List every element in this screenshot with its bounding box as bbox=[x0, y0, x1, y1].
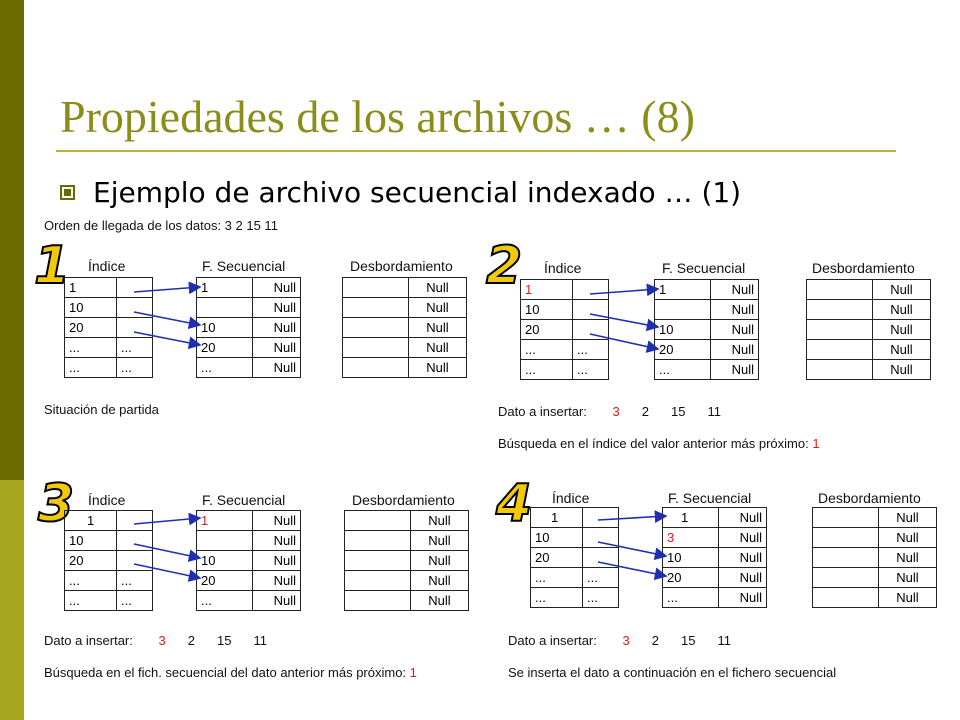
table-row: Null bbox=[813, 568, 937, 588]
table-row: 1 bbox=[521, 280, 609, 300]
q2-desb-header: Desbordamiento bbox=[812, 260, 915, 276]
q4-caption: Se inserta el dato a continuación en el fichero secuencial bbox=[508, 665, 837, 680]
q4-seq-table bbox=[662, 507, 767, 608]
table-row: Null bbox=[343, 278, 467, 298]
table-row: Null bbox=[813, 548, 937, 568]
table-row: ... Null bbox=[663, 588, 767, 608]
bullet-item bbox=[60, 176, 741, 209]
table-row: Null bbox=[197, 298, 301, 318]
table-row: ... ... bbox=[521, 340, 609, 360]
table-row: ... ... bbox=[65, 338, 153, 358]
square-bullet-icon bbox=[60, 185, 75, 200]
q3-desb-header: Desbordamiento bbox=[352, 492, 455, 508]
table-row: 10 Null bbox=[663, 548, 767, 568]
table-row: 20 Null bbox=[197, 338, 301, 358]
table-row: ... Null bbox=[197, 358, 301, 378]
q3-secuencial-header: F. Secuencial bbox=[202, 492, 286, 508]
table-row: ... ... bbox=[65, 571, 153, 591]
table-row: Null bbox=[345, 531, 469, 551]
table-row: 20 bbox=[65, 551, 153, 571]
table-row: Null bbox=[655, 300, 759, 320]
table-row: 1 Null bbox=[197, 278, 301, 298]
q3-insert-line: Dato a insertar: 3 2 15 11 bbox=[44, 633, 267, 648]
q2-overflow-table bbox=[806, 279, 931, 380]
q2-search-line: Búsqueda en el índice del valor anterior más próximo: 1 bbox=[498, 436, 820, 451]
table-row: Null bbox=[345, 571, 469, 591]
q1-desb-header: Desbordamiento bbox=[350, 258, 453, 274]
q2-index-table bbox=[520, 279, 609, 380]
q2-secuencial-header: F. Secuencial bbox=[662, 260, 746, 276]
table-row: 10 bbox=[521, 300, 609, 320]
table-row: 20 bbox=[65, 318, 153, 338]
table-row: ... Null bbox=[197, 591, 301, 611]
table-row: Null bbox=[813, 508, 937, 528]
table-row: 1 Null bbox=[663, 508, 767, 528]
q3-overflow-table bbox=[344, 510, 469, 611]
step-4-number: 4 bbox=[496, 474, 533, 534]
table-row: Null bbox=[345, 511, 469, 531]
insert-value-current: 3 bbox=[612, 404, 620, 419]
table-row: 20 Null bbox=[655, 340, 759, 360]
table-row: Null bbox=[343, 338, 467, 358]
q4-index-table bbox=[530, 507, 619, 608]
q4-secuencial-header: F. Secuencial bbox=[668, 490, 752, 506]
table-row: 1 bbox=[531, 508, 619, 528]
q3-indice-header: Índice bbox=[88, 492, 126, 508]
slide-title: Propiedades de los archivos … (8) bbox=[60, 91, 695, 142]
q3-seq-table bbox=[196, 510, 301, 611]
q4-desb-header: Desbordamiento bbox=[818, 490, 921, 506]
q1-seq-table bbox=[196, 277, 301, 378]
q3-index-table bbox=[64, 510, 153, 611]
q1-indice-header: Índice bbox=[88, 258, 126, 274]
table-row: Null bbox=[807, 340, 931, 360]
table-row: 10 Null bbox=[655, 320, 759, 340]
bullet-text: Ejemplo de archivo secuencial indexado … (1) bbox=[93, 176, 742, 209]
q1-index-table bbox=[64, 277, 153, 378]
table-row: 20 Null bbox=[197, 571, 301, 591]
table-row: 20 Null bbox=[663, 568, 767, 588]
table-row: Null bbox=[807, 280, 931, 300]
table-row: 10 Null bbox=[197, 318, 301, 338]
table-row: Null bbox=[807, 320, 931, 340]
table-row: Null bbox=[807, 300, 931, 320]
step-3-number: 3 bbox=[38, 474, 75, 534]
table-row: Null bbox=[343, 358, 467, 378]
step-1-number: 1 bbox=[34, 236, 71, 296]
table-row: Null bbox=[813, 528, 937, 548]
q2-indice-header: Índice bbox=[544, 260, 582, 276]
table-row: Null bbox=[345, 591, 469, 611]
table-row: Null bbox=[197, 531, 301, 551]
table-row: 1 Null bbox=[655, 280, 759, 300]
table-row: ... ... bbox=[65, 358, 153, 378]
title-divider bbox=[56, 150, 896, 152]
table-row: 1 bbox=[65, 511, 153, 531]
table-row: Null bbox=[807, 360, 931, 380]
table-row: Null bbox=[343, 298, 467, 318]
table-row: ... ... bbox=[65, 591, 153, 611]
table-row: 10 bbox=[65, 298, 153, 318]
q1-caption: Situación de partida bbox=[44, 402, 159, 417]
q4-overflow-table bbox=[812, 507, 937, 608]
q4-indice-header: Índice bbox=[552, 490, 590, 506]
table-row: ... ... bbox=[521, 360, 609, 380]
table-row: ... ... bbox=[531, 568, 619, 588]
table-row: Null bbox=[345, 551, 469, 571]
arrival-order: Orden de llegada de los datos: 3 2 15 11 bbox=[44, 218, 278, 233]
q4-insert-line: Dato a insertar: 3 2 15 11 bbox=[508, 633, 731, 648]
q1-overflow-table bbox=[342, 277, 467, 378]
q3-search-line: Búsqueda en el fich. secuencial del dato anterior más próximo: 1 bbox=[44, 665, 417, 680]
table-row: Null bbox=[343, 318, 467, 338]
sidebar-light-band bbox=[0, 480, 24, 720]
table-row: 10 bbox=[531, 528, 619, 548]
table-row: 1 Null bbox=[197, 511, 301, 531]
table-row: 10 bbox=[65, 531, 153, 551]
sidebar-dark-band bbox=[0, 0, 24, 480]
q2-insert-line: Dato a insertar: 3 2 15 11 bbox=[498, 404, 721, 419]
table-row: ... Null bbox=[655, 360, 759, 380]
table-row: 1 bbox=[65, 278, 153, 298]
table-row: 3 Null bbox=[663, 528, 767, 548]
step-2-number: 2 bbox=[486, 236, 523, 296]
table-row: Null bbox=[813, 588, 937, 608]
table-row: 10 Null bbox=[197, 551, 301, 571]
q2-seq-table bbox=[654, 279, 759, 380]
table-row: 20 bbox=[521, 320, 609, 340]
table-row: ... ... bbox=[531, 588, 619, 608]
q1-secuencial-header: F. Secuencial bbox=[202, 258, 286, 274]
table-row: 20 bbox=[531, 548, 619, 568]
